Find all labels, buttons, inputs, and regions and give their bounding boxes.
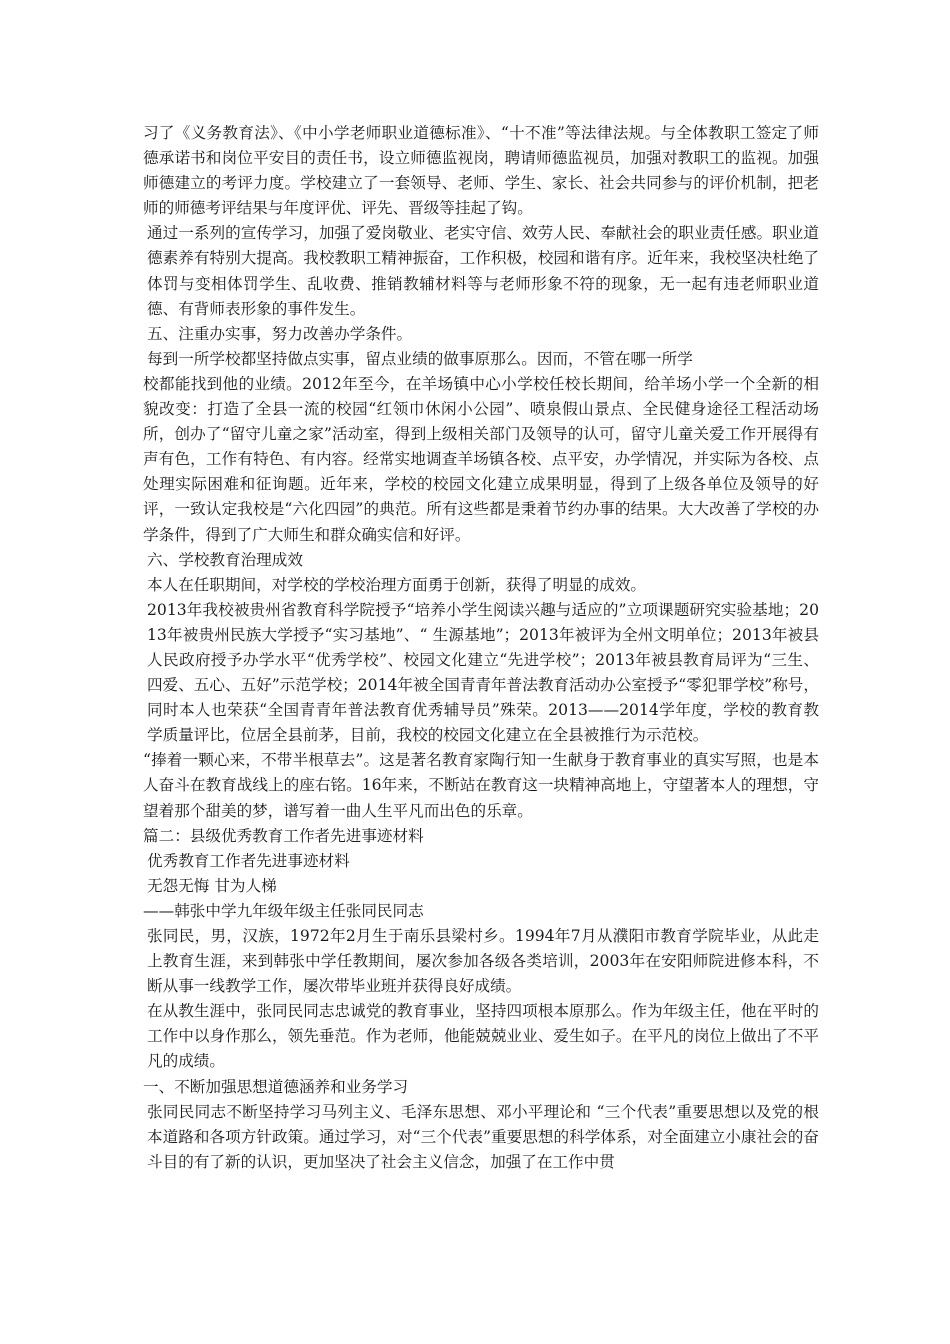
- paragraph-6: 2013年我校被贵州省教育科学院授予“培养小学生阅读兴趣与适应的”立项课题研究实验基地；2013年被贵州民族大学授予“实习基地”、“ 生源基地”；2013年被评为全州文明单位；2013年被县人民政府授予办学水平“优秀学校”、校园文化建立“先进学校”；2013年被县教育局评为“三生、四爱、五心、五好”示范学校；2014年被全国青青年普法教育活动办公室授予“零犯罪学校”称号，同时本人也荣获“全国青青年普法教育优秀辅导员”殊荣。2013——2014学年度，学校的教育教学质量评比，位居全县前茅，目前，我校的校园文化建立在全县被推行为示范校。: [147, 600, 819, 745]
- article-heading-2: 篇二：县级优秀教育工作者先进事迹材料: [143, 826, 424, 845]
- article-subtitle: 无怨无悔 甘为人梯: [147, 876, 277, 895]
- paragraph-4: 校都能找到他的业绩。2012年至今，在羊场镇中心小学校任校长期间，给羊场小学一个全新的相貌改变：打造了全县一流的校园“红领巾休闲小公园”、喷泉假山景点、全民健身途径工程活动场所，创办了“留守儿童之家”活动室，得到上级相关部门及领导的认可，留守儿童关爱工作开展得有声有色，工作有特色、有内容。经常实地调查羊场镇各校、点平安，办学情况，并实际为各校、点处理实际困难和征询题。近年来，学校的校园文化建立成果明显，得到了上级各单位及领导的好评，一致认定我校是“六化四园”的典范。所有这些都是秉着节约办事的结果。大大改善了学校的办学条件，得到了广大师生和群众确实信和好评。: [143, 374, 819, 544]
- paragraph-9: 在从教生涯中，张同民同志忠诚党的教育事业，坚持四项根本原那么。作为年级主任，他在平时的工作中以身作那么，领先垂范。作为老师，他能兢兢业业、爱生如子。在平凡的岗位上做出了不平凡的成绩。: [147, 1002, 819, 1071]
- section-heading-6: 六、学校教育治理成效: [147, 550, 303, 569]
- article-byline: ——韩张中学九年级年级主任张同民同志: [143, 901, 424, 920]
- document-body: [143, 121, 819, 1175]
- paragraph-1: 习了《义务教育法》、《中小学老师职业道德标准》、“十不准”等法律法规。与全体教职工签定了师德承诺书和岗位平安目的责任书，设立师德监视岗，聘请师德监视员，加强对教职工的监视。加强师德建立的考评力度。学校建立了一套领导、老师、学生、家长、社会共同参与的评价机制，把老师的师德考评结果与年度评优、评先、晋级等挂起了钩。: [143, 124, 819, 218]
- paragraph-2: 通过一系列的宣传学习，加强了爱岗敬业、老实守信、效劳人民、奉献社会的职业责任感。职业道德素养有特别大提高。我校教职工精神振奋，工作积极，校园和谐有序。近年来，我校坚决杜绝了体罚与变相体罚学生、乱收费、推销教辅材料等与老师形象不符的现象，无一起有违老师职业道德、有背师表形象的事件发生。: [147, 224, 819, 318]
- paragraph-10: 张同民同志不断坚持学习马列主义、毛泽东思想、邓小平理论和 “三个代表”重要思想以及党的根本道路和各项方针政策。通过学习，对“三个代表”重要思想的科学体系，对全面建立小康社会的奋斗目的有了新的认识，更加坚决了社会主义信念，加强了在工作中贯: [147, 1102, 819, 1171]
- article-title: 优秀教育工作者先进事迹材料: [147, 851, 350, 870]
- paragraph-5: 本人在任职期间，对学校的学校治理方面勇于创新，获得了明显的成效。: [147, 575, 647, 594]
- section-heading-5: 五、注重办实事，努力改善办学条件。: [147, 324, 413, 343]
- section-heading-1: 一、不断加强思想道德涵养和业务学习: [143, 1077, 409, 1096]
- paragraph-3: 每到一所学校都坚持做点实事，留点业绩的做事原那么。因而，不管在哪一所学: [147, 349, 693, 368]
- paragraph-8: 张同民，男，汉族，1972年2月生于南乐县梁村乡。1994年7月从濮阳市教育学院毕业，从此走上教育生涯，来到韩张中学任教期间，屡次参加各级各类培训，2003年在安阳师院进修本科，不断从事一线教学工作，屡次带毕业班并获得良好成绩。: [147, 927, 819, 996]
- paragraph-7: “捧着一颗心来，不带半根草去”。这是著名教育家陶行知一生献身于教育事业的真实写照，也是本人奋斗在教育战线上的座右铭。16年来，不断站在教育这一块精神高地上，守望著本人的理想，守望着那个甜美的梦，谱写着一曲人生平凡而出色的乐章。: [143, 751, 819, 820]
